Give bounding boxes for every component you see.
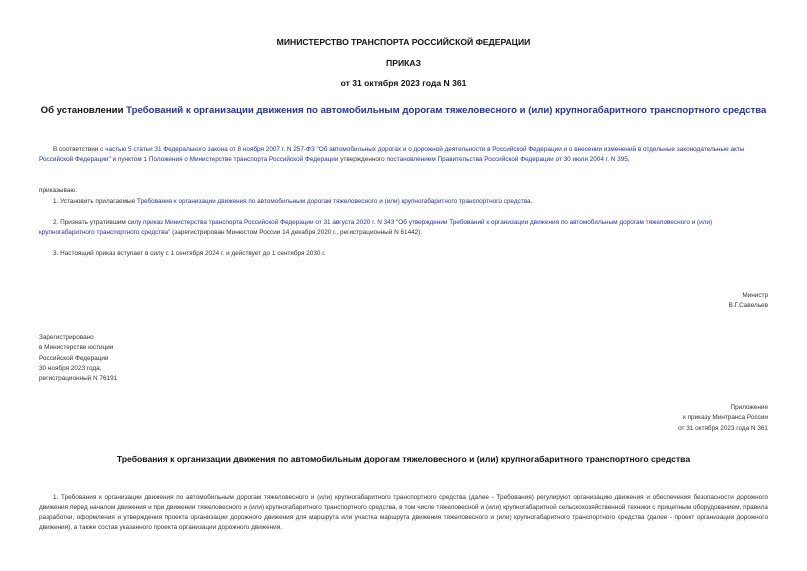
requirements-heading: Требования к организации движения по автомобильным дорогам тяжеловесного и (или) крупногабаритного транспортного средства — [116, 454, 691, 464]
registration-line: регистрационный N 76191 — [39, 375, 118, 383]
order-verb: приказываю: — [39, 187, 77, 194]
registration-line: в Министерстве юстиции — [39, 344, 114, 352]
item-2-text: 2. Признать утратившим силу — [53, 219, 144, 226]
item-2-end: (зарегистрирован Минюстом России 14 декабря 2020 г., регистрационный N 61442). — [170, 229, 423, 236]
ministry-heading: МИНИСТЕРСТВО ТРАНСПОРТА РОССИЙСКОЙ ФЕДЕРАЦИИ — [276, 37, 531, 47]
order-heading: ПРИКАЗ — [386, 58, 421, 68]
appendix-line: от 31 октября 2023 года N 361 — [678, 424, 768, 432]
appendix-line: к приказу Минтранса России — [683, 414, 768, 422]
order-343-link[interactable]: приказ Министерства транспорта Российской Федерации от 31 августа 2020 г. N 343 "Об утверждении Требований к организации движения по автомобильным дорогам тяжеловесного и (или) крупногабаритного транспортного средства" — [39, 219, 713, 236]
order-date: от 31 октября 2023 года N 361 — [340, 78, 467, 88]
government-decree-link[interactable]: постановлением Правительства Российской Федерации от 30 июля 2004 г. N 395 — [386, 156, 628, 163]
order-title — [0, 105, 807, 116]
item-1-text: 1. Установить прилагаемые — [53, 198, 137, 205]
order-item-2 — [39, 218, 768, 238]
appendix-line: Приложение — [730, 404, 768, 411]
intro-text-3: утвержденного — [338, 156, 387, 163]
appendix-block — [678, 403, 768, 434]
requirements-link[interactable]: Требования к организации движения по автомобильным дорогам тяжеловесного и (или) крупногабаритного транспортного средства — [136, 198, 531, 205]
law-257-link[interactable]: частью 5 статьи 31 Федерального закона от 8 ноября 2007 г. N 257-ФЗ "Об автомобильных дорогах и о дорожной деятельности в Российской Федерации и о внесении изменений в отдельные законодательные акты Российской Федерации" — [39, 146, 745, 163]
signatory-position: Министр — [742, 292, 768, 299]
intro-text-2: и — [110, 156, 118, 163]
registration-line: Российской Федерации — [39, 354, 109, 362]
intro-text-1: В соответствии с — [53, 146, 106, 153]
order-item-1 — [39, 197, 768, 207]
registration-block — [39, 333, 117, 384]
order-item-3: 3. Настоящий приказ вступает в силу с 1 сентября 2024 г. и действует до 1 сентября 2030 г. — [53, 250, 326, 257]
order-title-prefix: Об установлении — [40, 105, 127, 116]
registration-line: 30 ноября 2023 года, — [39, 364, 102, 372]
registration-line: Зарегистрировано — [39, 334, 94, 341]
signature-block — [729, 291, 768, 311]
item-1-end: . — [530, 198, 533, 205]
intro-paragraph — [39, 145, 768, 165]
intro-text-4: , — [627, 156, 630, 163]
ministry-regulation-link[interactable]: пунктом 1 Положения о Министерстве транспорта Российской Федерации — [117, 156, 339, 163]
order-title-link[interactable]: Требований к организации движения по автомобильным дорогам тяжеловесного и (или) крупногабаритного транспортного средства — [126, 105, 767, 116]
signatory-name: В.Г.Савельев — [728, 302, 768, 309]
requirements-paragraph-1: 1. Требования к организации движения по автомобильным дорогам тяжеловесного и (или) крупногабаритного транспортного средства (далее - Требования) регулируют организацию движения и обеспечения безопасности дорожного движения перед началом движения и при движении тяжеловесного и (или) крупногабаритного транспортного средства, в том числе тяжеловесной и (или) крупногабаритной сельскохозяйственной техники с прицепным оборудованием, правила разработки, оформления и утверждения проекта организации дорожного движения для маршрута или участка маршрута движения тяжеловесного и (или) крупногабаритного транспортного средства (далее - проект организации дорожного движения), а также состав указанного проекта организации дорожного движения. — [39, 494, 768, 531]
